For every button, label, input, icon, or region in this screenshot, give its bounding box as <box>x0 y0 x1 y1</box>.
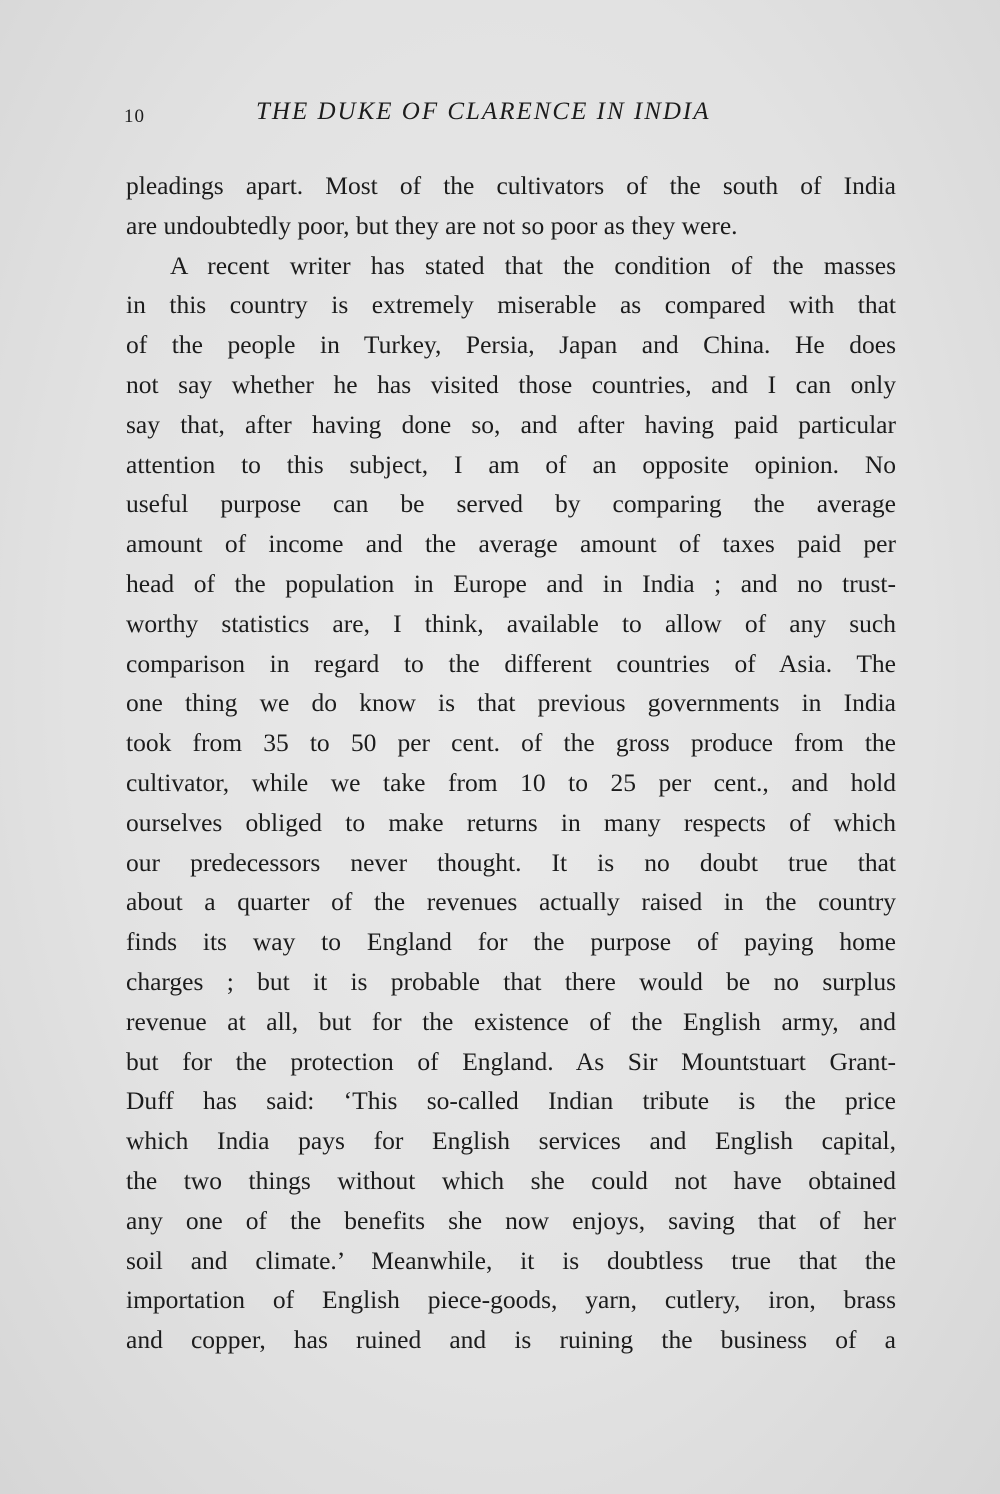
text-line: cultivator, while we take from 10 to 25 per cent., and hold <box>126 767 896 797</box>
text-line: soil and climate.’ Meanwhile, it is doubtless true that the <box>126 1245 896 1275</box>
text-line: comparison in regard to the different countries of Asia. The <box>126 648 896 678</box>
text-line: worthy statistics are, I think, available to allow of any such <box>126 608 896 638</box>
text-line: importation of English piece-goods, yarn, cutlery, iron, brass <box>126 1285 896 1315</box>
text-line: Duff has said: ‘This so-called Indian tribute is the price <box>126 1086 896 1116</box>
text-line: the two things without which she could not have obtained <box>126 1165 896 1195</box>
text-line: about a quarter of the revenues actually raised in the country <box>126 887 896 917</box>
text-line: attention to this subject, I am of an opposite opinion. No <box>126 449 896 479</box>
text-line: pleadings apart. Most of the cultivators of the south of India <box>126 171 896 200</box>
text-line: of the people in Turkey, Persia, Japan and China. He does <box>126 330 896 360</box>
text-line: useful purpose can be served by comparing the average <box>126 489 896 519</box>
text-line: are undoubtedly poor, but they are not so poor as they were. <box>126 210 738 240</box>
text-line: A recent writer has stated that the condition of the masses <box>170 250 896 280</box>
body-text <box>126 166 896 1360</box>
running-head: THE DUKE OF CLARENCE IN INDIA <box>256 98 711 125</box>
text-line: finds its way to England for the purpose of paying home <box>126 927 896 957</box>
text-line: head of the population in Europe and in India ; and no trust- <box>126 568 896 598</box>
text-line: which India pays for English services and English capital, <box>126 1126 896 1156</box>
text-line: amount of income and the average amount of taxes paid per <box>126 529 896 559</box>
text-line: ourselves obliged to make returns in many respects of which <box>126 807 896 837</box>
text-line: revenue at all, but for the existence of the English army, and <box>126 1006 896 1036</box>
text-line: but for the protection of England. As Sir Mountstuart Grant- <box>126 1046 896 1076</box>
text-line: took from 35 to 50 per cent. of the gross produce from the <box>126 728 896 758</box>
text-line: one thing we do know is that previous governments in India <box>126 688 896 718</box>
text-line: any one of the benefits she now enjoys, saving that of her <box>126 1205 896 1235</box>
page-header <box>124 98 894 134</box>
text-line: our predecessors never thought. It is no doubt true that <box>126 847 896 877</box>
text-line: say that, after having done so, and after having paid particular <box>126 409 896 439</box>
text-line: and copper, has ruined and is ruining the business of a <box>126 1325 896 1355</box>
text-line: not say whether he has visited those countries, and I can only <box>126 369 896 399</box>
text-line: in this country is extremely miserable as compared with that <box>126 290 896 320</box>
page-number: 10 <box>124 106 145 127</box>
text-line: charges ; but it is probable that there would be no surplus <box>126 966 896 996</box>
